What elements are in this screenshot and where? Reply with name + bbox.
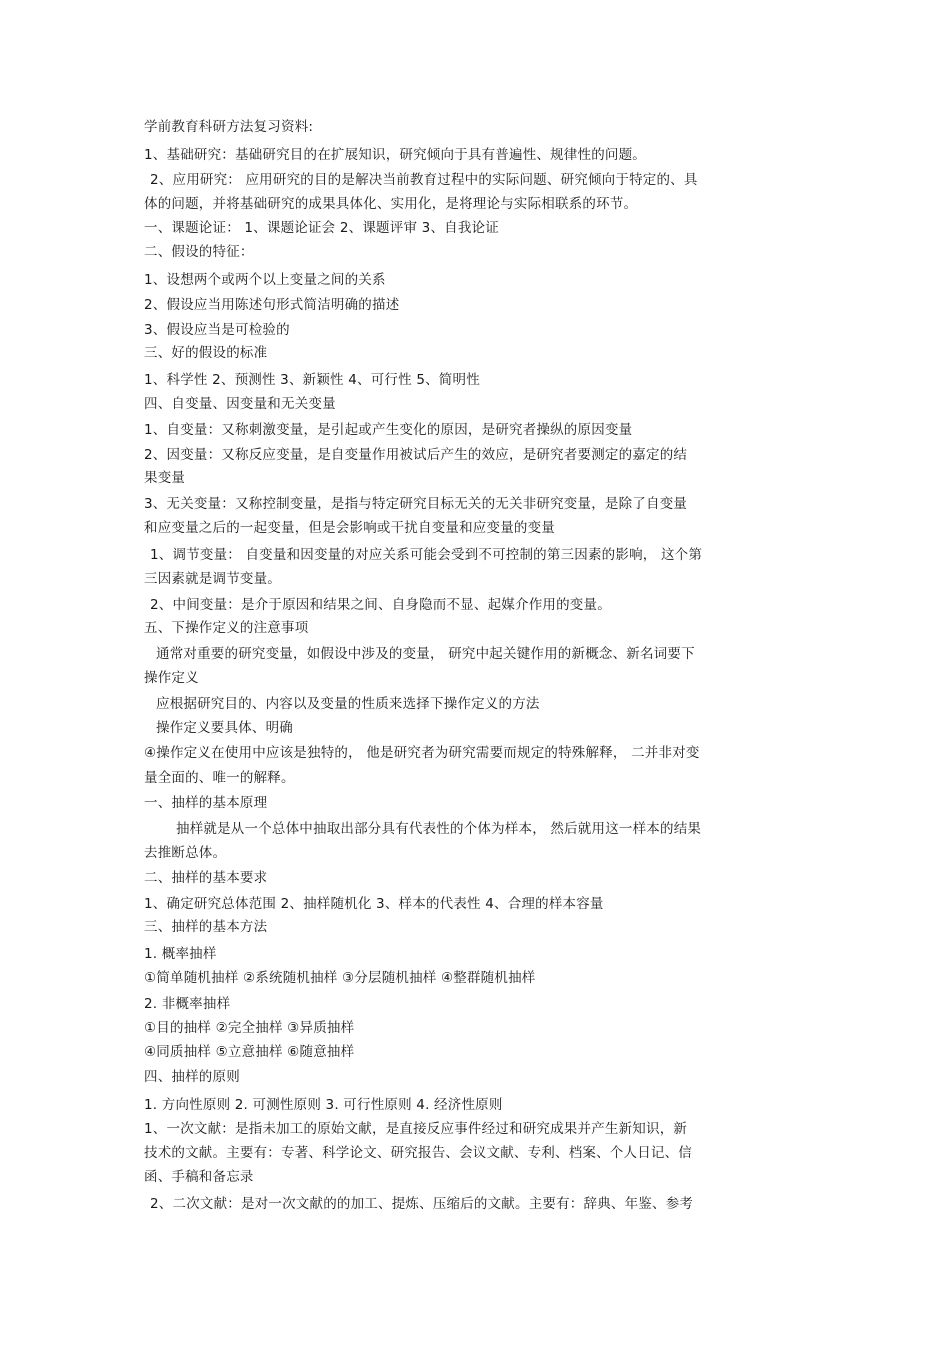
text-line: 1、一次文献：是指未加工的原始文献，是直接反应事件经过和研究成果并产生新知识，新 (144, 1121, 688, 1137)
text-line: 操作定义 (144, 670, 199, 686)
text-line: ①简单随机抽样 ②系统随机抽样 ③分层随机抽样 ④整群随机抽样 (144, 970, 536, 986)
section-heading: 一、抽样的基本原理 (144, 795, 268, 811)
text-line: ④同质抽样 ⑤立意抽样 ⑥随意抽样 (144, 1044, 355, 1060)
text-line: 量全面的、唯一的解释。 (144, 770, 295, 786)
section-heading: 五、下操作定义的注意事项 (144, 620, 309, 636)
text-line: 1、自变量：又称刺激变量，是引起或产生变化的原因，是研究者操纵的原因变量 (144, 422, 633, 438)
text-line: 通常对重要的研究变量，如假设中涉及的变量， 研究中起关键作用的新概念、新名词要下 (156, 646, 695, 662)
document-title: 学前教育科研方法复习资料: (144, 119, 314, 135)
section-heading: 三、好的假设的标准 (144, 345, 268, 361)
text-line: 2. 非概率抽样 (144, 996, 231, 1012)
text-line: 操作定义要具体、明确 (156, 720, 293, 736)
text-line: 函、手稿和备忘录 (144, 1169, 254, 1185)
text-line: ①目的抽样 ②完全抽样 ③异质抽样 (144, 1020, 355, 1036)
text-line: 技术的文献。主要有：专著、科学论文、研究报告、会议文献、专利、档案、个人日记、信 (144, 1145, 692, 1161)
text-line: 2、应用研究： 应用研究的目的是解决当前教育过程中的实际问题、研究倾向于特定的、具 (150, 172, 698, 188)
section-heading: 三、抽样的基本方法 (144, 919, 268, 935)
section-heading: 四、自变量、因变量和无关变量 (144, 396, 336, 412)
text-line: 1、确定研究总体范围 2、抽样随机化 3、样本的代表性 4、合理的样本容量 (144, 896, 604, 912)
text-line: 1. 方向性原则 2. 可测性原则 3. 可行性原则 4. 经济性原则 (144, 1097, 503, 1113)
section-heading: 四、抽样的原则 (144, 1069, 240, 1085)
text-line: 去推断总体。 (144, 845, 227, 861)
text-line: 应根据研究目的、内容以及变量的性质来选择下操作定义的方法 (156, 696, 540, 712)
text-line: 一、课题论证： 1、课题论证会 2、课题评审 3、自我论证 (144, 220, 499, 236)
text-line: 抽样就是从一个总体中抽取出部分具有代表性的个体为样本， 然后就用这一样本的结果 (176, 821, 702, 837)
text-line: 1、调节变量： 自变量和因变量的对应关系可能会受到不可控制的第三因素的影响， 这个第 (150, 547, 703, 563)
text-line: ④操作定义在使用中应该是独特的， 他是研究者为研究需要而规定的特殊解释， 二并非对变 (144, 745, 700, 761)
text-line: 果变量 (144, 470, 186, 486)
section-heading: 二、抽样的基本要求 (144, 870, 268, 886)
text-line: 1、基础研究：基础研究目的在扩展知识，研究倾向于具有普遍性、规律性的问题。 (144, 147, 646, 163)
text-line: 3、假设应当是可检验的 (144, 322, 290, 338)
text-line: 1、科学性 2、预测性 3、新颖性 4、可行性 5、简明性 (144, 372, 480, 388)
section-heading: 二、假设的特征： (144, 244, 254, 260)
text-line: 2、因变量：又称反应变量，是自变量作用被试后产生的效应，是研究者要测定的嘉定的结 (144, 447, 688, 463)
text-line: 体的问题，并将基础研究的成果具体化、实用化，是将理论与实际相联系的环节。 (144, 196, 638, 212)
text-line: 1、设想两个或两个以上变量之间的关系 (144, 272, 386, 288)
text-line: 2、假设应当用陈述句形式简洁明确的描述 (144, 297, 400, 313)
text-line: 2、二次文献：是对一次文献的的加工、提炼、压缩后的文献。主要有：辞典、年鉴、参考 (150, 1196, 694, 1212)
text-line: 1. 概率抽样 (144, 946, 217, 962)
text-line: 2、中间变量：是介于原因和结果之间、自身隐而不显、起媒介作用的变量。 (150, 597, 611, 613)
text-line: 3、无关变量：又称控制变量，是指与特定研究目标无关的无关非研究变量，是除了自变量 (144, 496, 688, 512)
text-line: 三因素就是调节变量。 (144, 571, 281, 587)
text-line: 和应变量之后的一起变量，但是会影响或干扰自变量和应变量的变量 (144, 520, 555, 536)
